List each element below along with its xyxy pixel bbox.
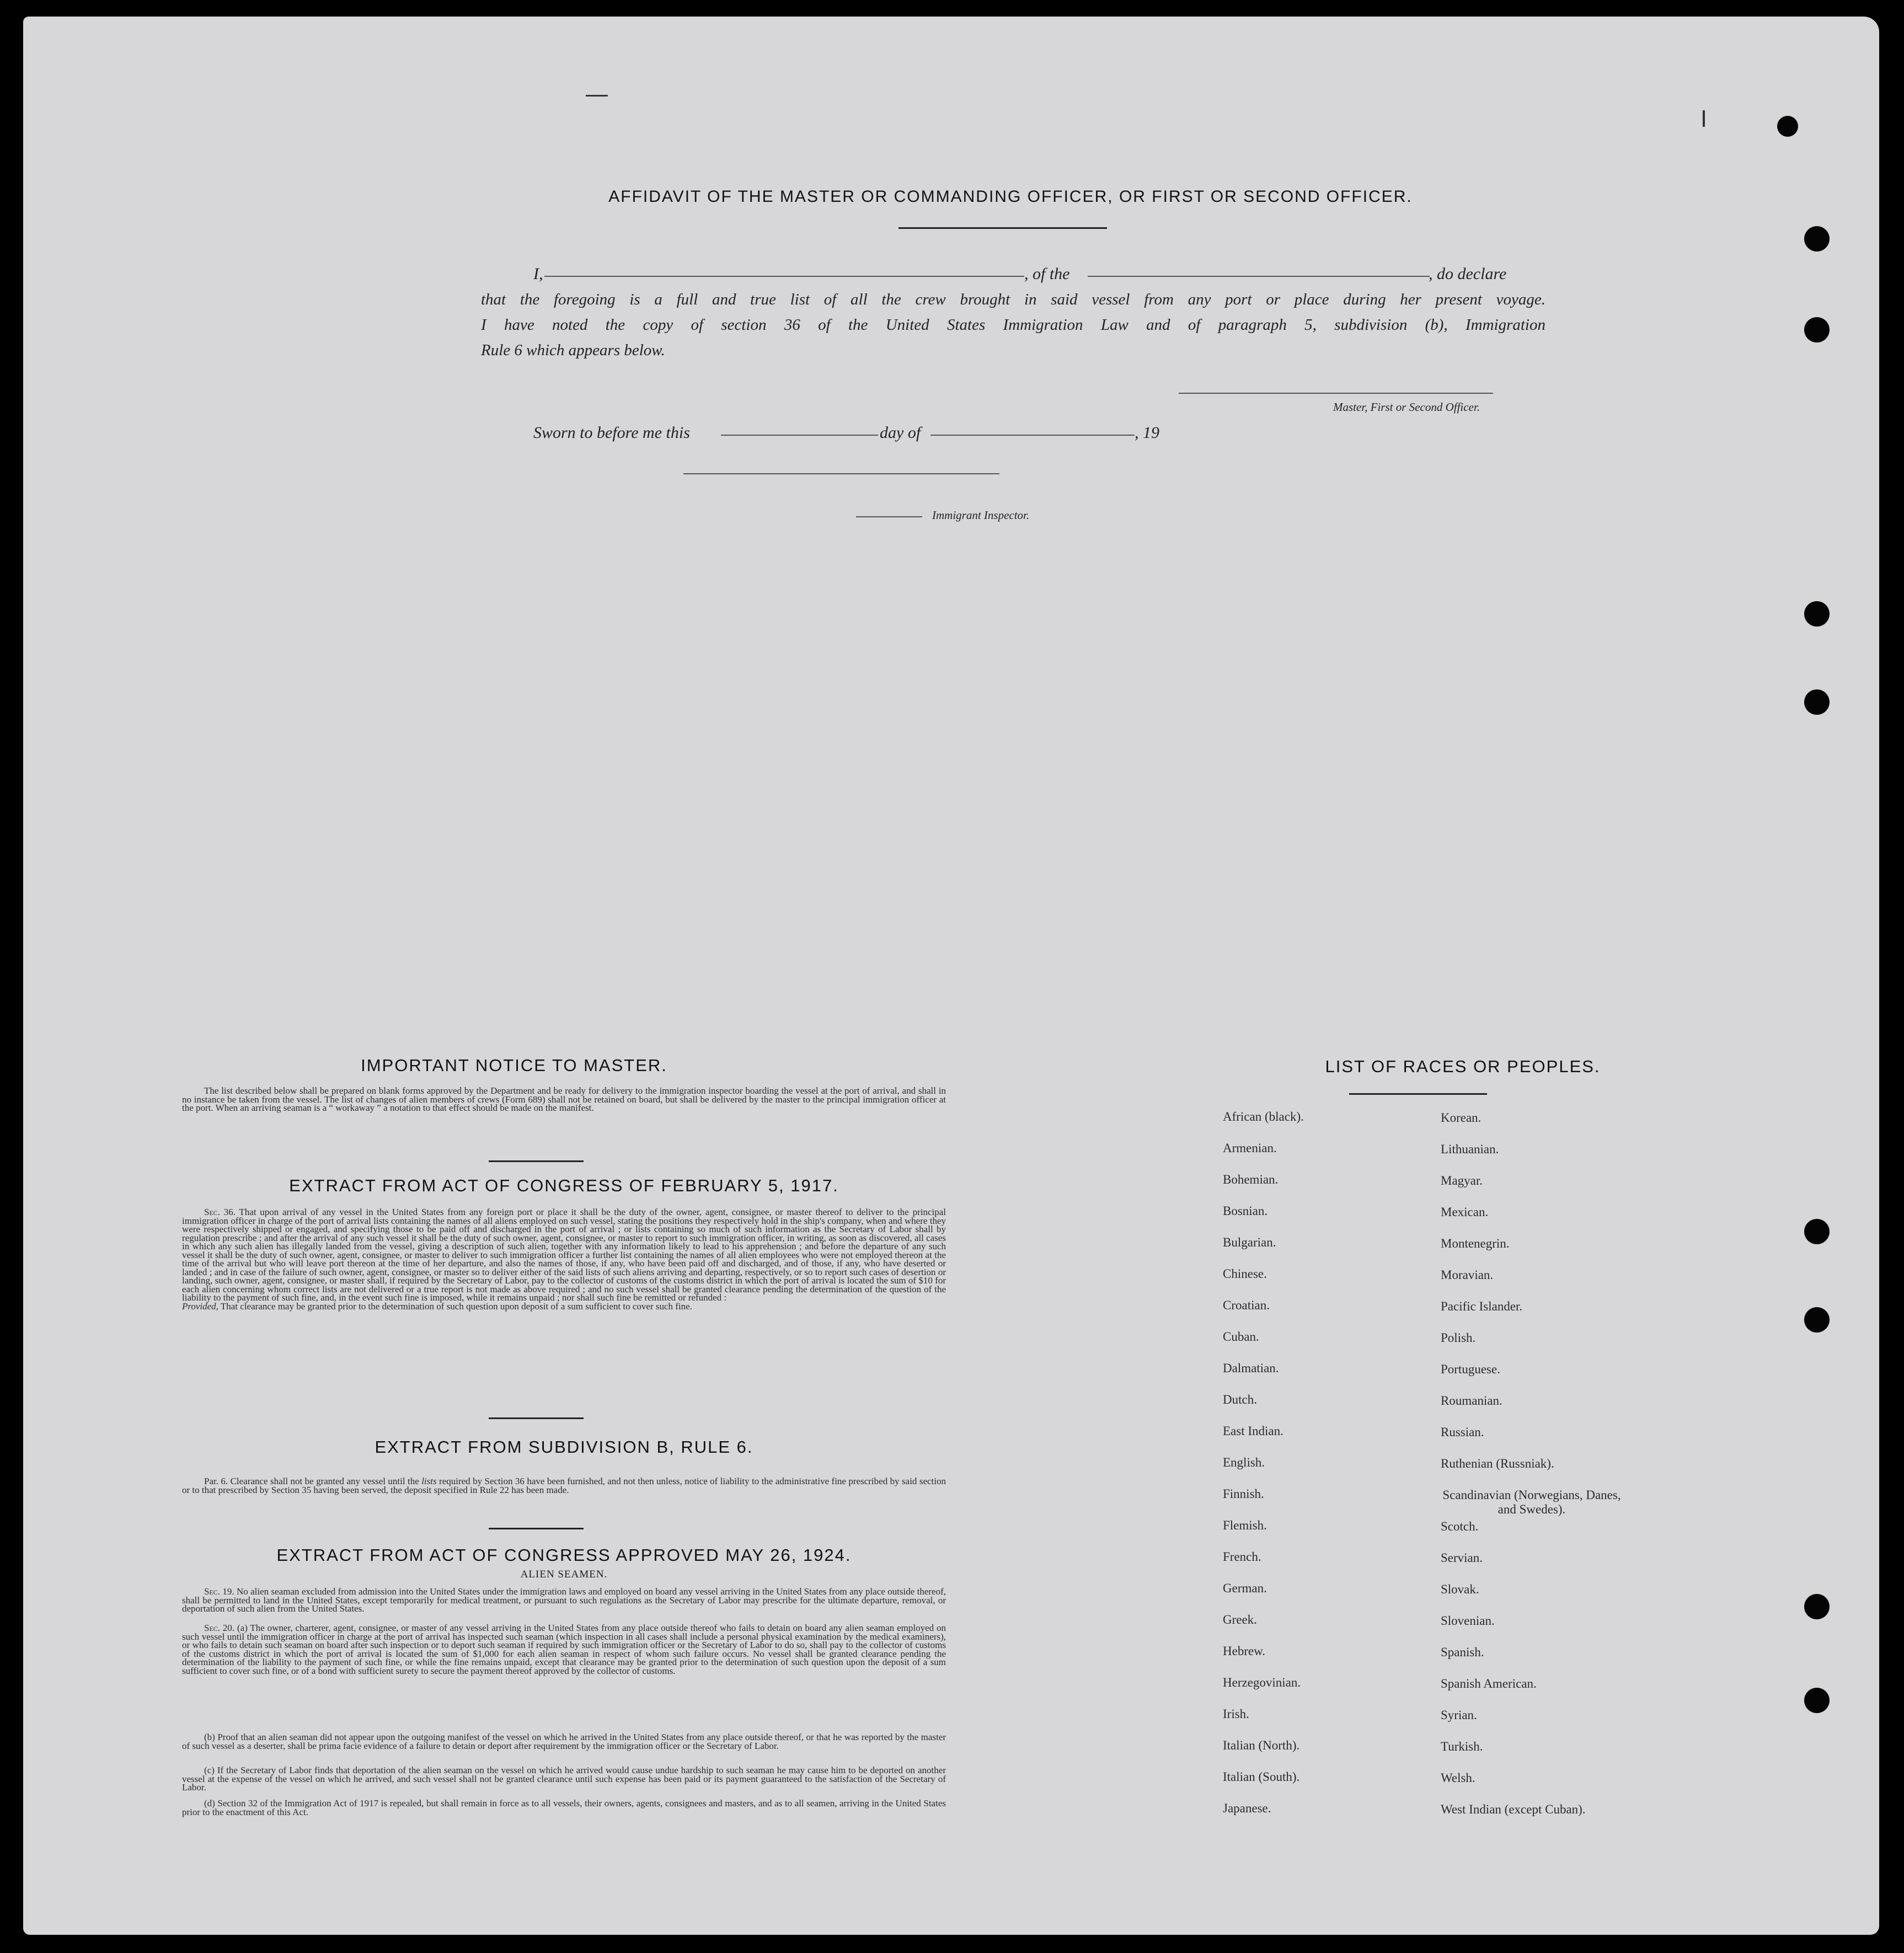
race-right-item: Slovenian.	[1441, 1614, 1495, 1628]
par-6-text-after: required by Section 36 have been furnished, and not then unless, notice of liability to the administrative fine prescribed by said section or to that prescribed by Section 35 having been served, the deposit specified in Rule 22 has been made.	[182, 1476, 946, 1495]
race-right-item: Spanish American.	[1441, 1677, 1537, 1690]
sworn-day-blank[interactable]	[721, 435, 878, 436]
par-6-text-before: Clearance shall not be granted any vessel until the	[230, 1476, 419, 1486]
race-right-item: Russian.	[1441, 1425, 1484, 1439]
races-title-rule	[1349, 1093, 1487, 1095]
notice-rule	[489, 1160, 584, 1162]
sec-36-label: Sec. 36.	[204, 1207, 236, 1217]
race-right-item: Portuguese.	[1441, 1362, 1500, 1376]
race-right-item: Moravian.	[1441, 1268, 1494, 1282]
race-left-item: English.	[1223, 1456, 1265, 1469]
race-right-item: Welsh.	[1441, 1771, 1475, 1785]
para-b-text: (b) Proof that an alien seaman did not appear upon the outgoing manifest of the vessel on which he arrived in the United States from any place outside thereof, or that he was reported by the master of such vessel as a deserter, shall be prima facie evidence of a failure to detain or deport after requirement by the immigration officer or the Secretary of Labor.	[182, 1732, 946, 1751]
race-left-item: French.	[1223, 1550, 1261, 1564]
race-left-item: Bulgarian.	[1223, 1235, 1276, 1249]
race-right-item: Servian.	[1441, 1551, 1483, 1565]
punch-hole	[1804, 317, 1830, 343]
race-left-item: Bohemian.	[1223, 1173, 1279, 1186]
par-6-label: Par. 6.	[204, 1476, 228, 1486]
punch-hole	[1804, 601, 1830, 627]
race-left-item: Italian (South).	[1223, 1770, 1300, 1784]
race-left-item: Irish.	[1223, 1707, 1249, 1721]
race-right-item: Lithuanian.	[1441, 1142, 1499, 1156]
race-right-item: Scandinavian (Norwegians, Danes, and Swedes).	[1442, 1488, 1621, 1516]
affidavit-do-declare: , do declare	[1429, 265, 1507, 283]
race-left-item: Herzegovinian.	[1223, 1676, 1301, 1689]
sec-20-text	[182, 1624, 946, 1675]
extract-rule6-rule	[489, 1528, 584, 1529]
extract-1917-rule	[489, 1417, 584, 1419]
race-right-item: Syrian.	[1441, 1708, 1477, 1722]
affidavit-body-line2: I have noted the copy of section 36 of the United States Immigration Law and of paragraph 5, subdivision (b), Immigration	[481, 316, 1545, 334]
affidavit-i-label: I,	[533, 265, 543, 283]
race-left-item: Croatian.	[1223, 1298, 1270, 1312]
punch-hole	[1777, 116, 1798, 137]
race-left-item: Flemish.	[1223, 1518, 1267, 1532]
race-right-item: Roumanian.	[1441, 1394, 1502, 1408]
stray-mark	[1703, 110, 1705, 127]
race-right-item: Montenegrin.	[1441, 1237, 1510, 1250]
race-left-item: Greek.	[1223, 1613, 1257, 1626]
extract-rule6-title: EXTRACT FROM SUBDIVISION B, RULE 6.	[375, 1437, 753, 1457]
sworn-month-blank[interactable]	[930, 435, 1135, 436]
day-of-label: day of	[880, 424, 921, 442]
para-d-text: (d) Section 32 of the Immigration Act of 1917 is repealed, but shall remain in force as to all vessels, their owners, agents, consignees and masters, and as to all seamen, arriving in the United States prior to the enactment of this Act.	[182, 1798, 946, 1817]
notice-title: IMPORTANT NOTICE TO MASTER.	[361, 1056, 667, 1075]
race-right-item: Korean.	[1441, 1111, 1482, 1125]
form-sheet	[23, 17, 1879, 1935]
affidavit-body-line1: that the foregoing is a full and true list of all the crew brought in said vessel from any port or place during her present voyage.	[481, 291, 1545, 308]
inspector-signature-line[interactable]	[683, 473, 999, 474]
sec-20-body: (a) The owner, charterer, agent, consignee, or master of any vessel arriving in the United States from any place outside thereof who fails to detain on board any alien seaman employed on such vessel until the immigration officer in charge at the port of arrival has inspected such seaman (which inspection in all cases shall include a personal physical examination by the medical examiners), or who fails to detain such seaman on board after such inspection or to deport such seaman if required by such immigration officer or the Secretary of Labor to do so, shall pay to the collector of customs of the customs district in which the port of arrival is located the sum of $1,000 for each alien seaman in respect of whom such failure occurs. No vessel shall be granted clearance pending the determination of the liability to the payment of such fine, or while the fine remains unpaid, except that clearance may be granted prior to the determination of such question upon the deposit of a sum sufficient to cover such fine, or of a bond with sufficient surety to secure the payment thereof approved by the collector of customs.	[182, 1623, 946, 1676]
sec-36-text: That upon arrival of any vessel in the United States from any foreign port or place it shall be the duty of the owner, agent, consignee, or master thereof to deliver to the principal immigration officer in charge of the port of arrival lists containing the names of all aliens employed on such vessel, stating the positions they respectively hold in the ship's company, when and where they were respectively shipped or engaged, and specifying those to be paid off and discharged in the port of arrival ; or lists containing so much of such information as the Secretary of Labor shall by regulation prescribe ; and after the arrival of any such vessel it shall be the duty of such owner, agent, consignee, or master to report to such immigration officer, in writing, as soon as discovered, all cases in which any such alien has illegally landed from the vessel, giving a description of such alien, together with any information likely to lead to his apprehension ; and before the departure of any such vessel it shall be the duty of such owner, agent, consignee, or master to deliver to such immigration officer a further list containing the names of all alien employees who were not employed thereon at the time of the arrival but who will leave port thereon at the time of her departure, and also the names of those, if any, who have been paid off and discharged, and of those, if any, who have deserted or landed ; and in case of the failure of such owner, agent, consignee, or master so to deliver either of the said lists of such aliens arriving and departing, respectively, or so to report such cases of desertion or landing, such owner, agent, consignee, or master shall, if required by the Secretary of Labor, pay to the collector of customs of the customs district in which the port of arrival is located the sum of $10 for each alien concerning whom correct lists are not delivered or a true report is not made as above required ; and no such vessel shall be granted clearance pending the determination of the question of the liability to the payment of such fine, and, in the event such fine is imposed, while it remains unpaid ; nor shall such fine be remitted or refunded :	[182, 1207, 946, 1303]
race-right-item: Scotch.	[1441, 1519, 1479, 1533]
para-c-text: (c) If the Secretary of Labor finds that deportation of the alien seaman on the vessel on which he arrived would cause undue hardship to such seaman he may cause him to be deported on another vessel at the expense of the vessel on which he arrived, and such vessel shall not be granted clearance until such expense has been paid or its payment guaranteed to the satisfaction of the Secretary of Labor.	[182, 1765, 946, 1793]
extract-1917-title: EXTRACT FROM ACT OF CONGRESS OF FEBRUARY 5, 1917.	[289, 1176, 839, 1195]
notice-text: The list described below shall be prepared on blank forms approved by the Department and be ready for delivery to the immigration inspector boarding the vessel at the port of arrival, and shall in no instance be taken from the vessel. The list of changes of alien members of crews (Form 689) shall not be retained on board, but shall be delivered by the master to the principal immigration officer at the port. When an arriving seaman is a “ workaway ” a notation to that effect should be made on the manifest.	[182, 1085, 946, 1113]
master-signature-line[interactable]	[1179, 393, 1493, 394]
vessel-blank[interactable]	[1088, 276, 1430, 277]
punch-hole	[1804, 1688, 1830, 1713]
race-right-item: Polish.	[1441, 1331, 1476, 1345]
affidavit-of-the-label: , of the	[1024, 265, 1070, 283]
race-left-item: Japanese.	[1223, 1801, 1271, 1815]
punch-hole	[1804, 1594, 1830, 1619]
sec-19-body: No alien seaman excluded from admission into the United States under the immigration laws and employed on board any vessel arriving in the United States from any place outside thereof, shall be permitted to land in the United States, except temporarily for medical treatment, or pursuant to such regulations as the Secretary of Labor may prescribe for the ultimate departure, removal, or deportation of such alien from the United States.	[182, 1586, 946, 1614]
lists-word: lists	[421, 1476, 437, 1486]
year-label: , 19	[1135, 424, 1159, 442]
race-right-item: Turkish.	[1441, 1740, 1483, 1753]
extract-rule6-text	[182, 1477, 946, 1494]
race-right-item: Ruthenian (Russniak).	[1441, 1457, 1554, 1470]
proviso-label: Provided,	[182, 1301, 218, 1312]
name-blank[interactable]	[544, 276, 1024, 277]
master-signature-label: Master, First or Second Officer.	[1333, 400, 1480, 414]
affidavit-title-rule	[898, 227, 1107, 229]
race-left-item: East Indian.	[1223, 1424, 1283, 1438]
punch-hole	[1804, 1219, 1830, 1244]
extract-1924-title: EXTRACT FROM ACT OF CONGRESS APPROVED MAY 26, 1924.	[276, 1545, 852, 1565]
race-right-item: Pacific Islander.	[1441, 1299, 1523, 1313]
sec-20-label: Sec. 20.	[204, 1623, 235, 1633]
race-left-item: Cuban.	[1223, 1330, 1259, 1344]
race-left-item: Bosnian.	[1223, 1204, 1268, 1218]
race-right-item: Spanish.	[1441, 1645, 1484, 1659]
affidavit-body-line3: Rule 6 which appears below.	[481, 341, 665, 359]
race-right-item: Mexican.	[1441, 1205, 1489, 1219]
race-left-item: Dutch.	[1223, 1393, 1257, 1406]
punch-hole	[1804, 689, 1830, 715]
race-right-item: Slovak.	[1441, 1582, 1479, 1596]
race-left-item: German.	[1223, 1581, 1267, 1595]
race-left-item: Chinese.	[1223, 1267, 1267, 1281]
race-left-item: Armenian.	[1223, 1141, 1277, 1155]
extract-1917-text	[182, 1208, 946, 1310]
race-left-item: Italian (North).	[1223, 1738, 1300, 1752]
race-left-item: Finnish.	[1223, 1487, 1264, 1501]
sec-19-label: Sec. 19.	[204, 1586, 234, 1597]
inspector-short-line	[856, 516, 922, 517]
race-left-item: Dalmatian.	[1223, 1361, 1279, 1375]
race-left-item: African (black).	[1223, 1110, 1304, 1123]
race-right-item: West Indian (except Cuban).	[1441, 1802, 1586, 1816]
race-left-item: Hebrew.	[1223, 1644, 1266, 1658]
race-right-item: Magyar.	[1441, 1174, 1483, 1187]
alien-seamen-subtitle: ALIEN SEAMEN.	[520, 1569, 608, 1580]
sec-19-text	[182, 1587, 946, 1613]
proviso-text: That clearance may be granted prior to the determination of such question upon deposit of a sum sufficient to cover such fine.	[220, 1301, 692, 1312]
sworn-label: Sworn to before me this	[533, 424, 690, 442]
inspector-label: Immigrant Inspector.	[932, 509, 1030, 522]
punch-hole	[1804, 1307, 1830, 1333]
punch-hole	[1804, 226, 1830, 252]
races-title: LIST OF RACES OR PEOPLES.	[1325, 1057, 1601, 1076]
affidavit-title: AFFIDAVIT OF THE MASTER OR COMMANDING OFFICER, OR FIRST OR SECOND OFFICER.	[608, 188, 1413, 206]
stray-mark	[586, 95, 608, 97]
